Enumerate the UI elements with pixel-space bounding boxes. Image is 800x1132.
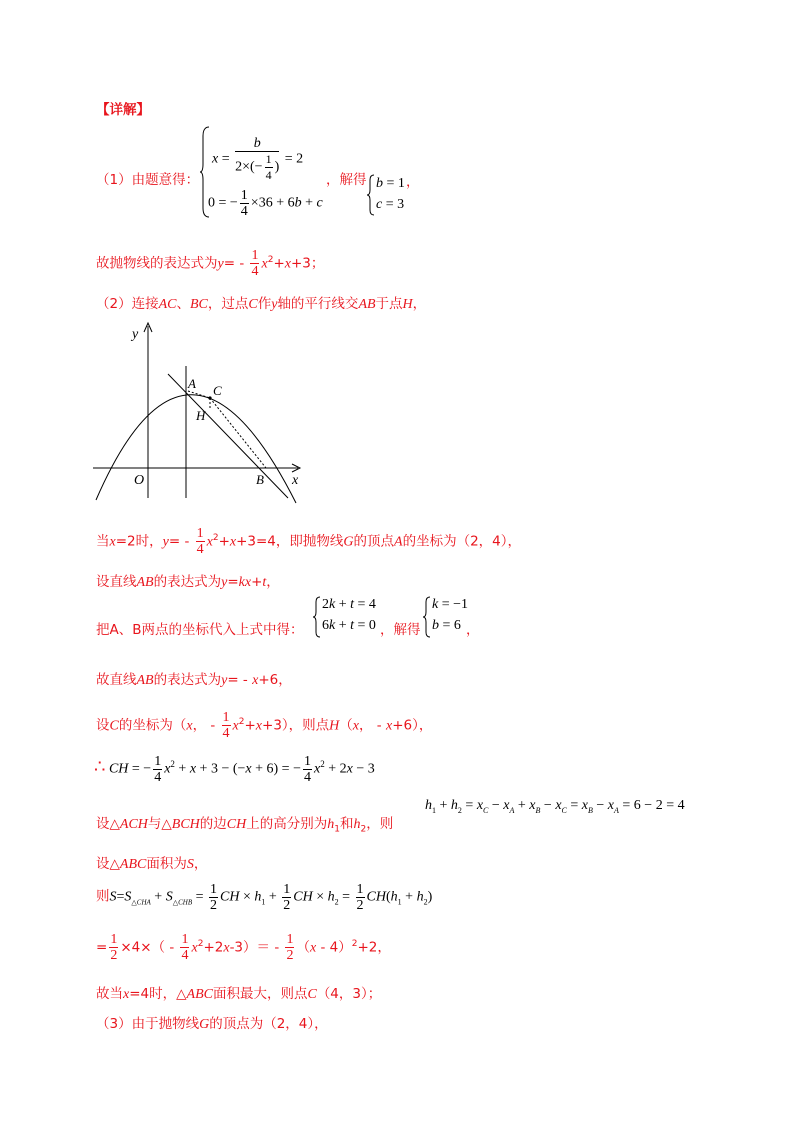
label-y: y (132, 327, 139, 342)
label-x: x (292, 473, 299, 488)
segment-cb (210, 398, 266, 468)
left-brace-icon (313, 596, 321, 638)
heights-formula: $h_1 + h_2 = x_C - x_A + x_B - x_C = x_B - x_A = 6 - 2 = 4$ (425, 798, 685, 815)
vertex-line: 当x=2时，y= - $\frac{1}{4}$ $x^2+x+3=4$，即抛物线G的顶点A的坐标为（2，4）， (96, 526, 522, 557)
left-brace-icon (423, 596, 431, 638)
part2-intro: （2）连接AC、BC，过点C作y轴的平行线交AB于点H， (96, 296, 427, 312)
line-c: 设C的坐标为（x， - $\frac{1}{4}$ $x^2+x+3$），则点H（x， - x+6）， (96, 710, 433, 741)
line-ch: ∴ CH = − $\frac{1}{4}$ $x^2 + x + 3 - (-x + 6)$ = − $\frac{1}{4}$ $x^2 + 2x - 3$ (94, 754, 375, 785)
system1-eq2: 0 = − $\frac{1}{4}$ ×36 + 6b + c (208, 188, 323, 219)
left-brace-icon (367, 174, 375, 216)
section-header: 【详解】 (96, 102, 150, 118)
system-1 (200, 122, 330, 222)
part1-solved: ，解得 (326, 172, 367, 188)
heights-text: 设△ACH与△BCH的边CH上的高分别为$h_1$和$h_2$，则 (96, 816, 394, 835)
sol1-b: b = 1 (376, 176, 405, 191)
label-h: H (196, 408, 206, 423)
sol1-c: c = 3 (376, 197, 405, 212)
sub-tail: ， (466, 622, 480, 638)
label-a: A (188, 376, 196, 391)
area-line2: = $\frac{1}{2}$ ×4×（ - $\frac{1}{4}$ $x^2+2x-3)=$ - $\frac{1}{2}$ （x - 4）$^2$+2， (96, 932, 391, 963)
area-set: 设△ABC面积为S， (96, 856, 208, 872)
label-c: C (213, 383, 222, 398)
system1-eq1: x = b 2×(− $\frac{1}{4}$ ) = 2 (212, 136, 304, 182)
part1-tail: ， (406, 174, 420, 190)
part1-result: 故抛物线的表达式为y= - $\frac{1}{4}$ $x^2+x+3$； (96, 248, 325, 279)
system-2: 2k + t = 4 6k + t = 0 (313, 596, 383, 638)
sub-mid: ，解得 (380, 622, 421, 638)
label-b: B (256, 472, 264, 487)
max-line: 故当x=4时，△ABC面积最大，则点C（4，3）； (96, 986, 382, 1002)
label-o: O (134, 473, 145, 488)
part1-prefix: （1）由题意得： (96, 172, 200, 188)
point-c (208, 396, 211, 399)
area-line: 则$S=S_{\triangle CHA} + S_{\triangle CHB}$ = $\frac{1}{2}$ CH × $h_1$ + $\frac{1}{2}$ CH × $h_2$ = $\frac{1}{2}$ $CH(h_1 + h_2)$ (96, 882, 433, 913)
sub-prefix: 把A、B两点的坐标代入上式中得： (96, 622, 304, 638)
line-ab: 故直线AB的表达式为y= - x+6， (96, 672, 292, 688)
solution-2: k = −1 b = 6 (423, 596, 483, 638)
part3-line: （3）由于抛物线G的顶点为（2，4）， (96, 1016, 328, 1032)
line-ab-set: 设直线AB的表达式为y=kx+t， (96, 574, 280, 590)
parabola-figure (88, 318, 318, 506)
